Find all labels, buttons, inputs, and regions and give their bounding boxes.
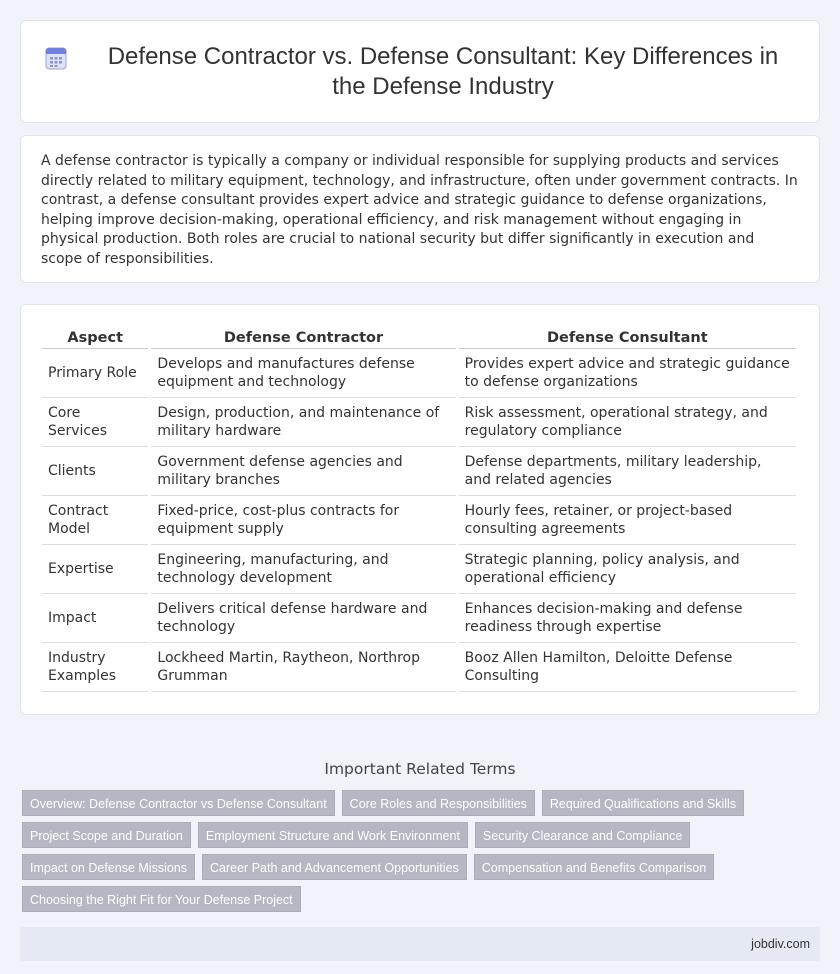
table-row bbox=[42, 349, 796, 398]
related-term-tag[interactable]: Security Clearance and Compliance bbox=[475, 822, 690, 848]
related-terms-list bbox=[22, 790, 820, 918]
table-row bbox=[42, 447, 796, 496]
cell-aspect: Impact bbox=[42, 594, 148, 643]
related-term-tag[interactable]: Choosing the Right Fit for Your Defense Project bbox=[22, 886, 301, 912]
cell-aspect: Primary Role bbox=[42, 349, 148, 398]
intro-paragraph: A defense contractor is typically a company or individual responsible for supplying products and services directly related to military equipment, technology, and infrastructure, often under government contracts. In contrast, a defense consultant provides expert advice and strategic guidance to defense organizations, helping improve decision-making, operational efficiency, and risk management without engaging in physical production. Both roles are crucial to national security but differ significantly in execution and scope of responsibilities. bbox=[41, 153, 798, 267]
cell-consultant: Booz Allen Hamilton, Deloitte Defense Consulting bbox=[459, 643, 796, 692]
column-header-contractor: Defense Contractor bbox=[151, 325, 455, 349]
cell-aspect: Core Services bbox=[42, 398, 148, 447]
cell-contractor: Government defense agencies and military branches bbox=[151, 447, 455, 496]
cell-consultant: Risk assessment, operational strategy, and regulatory compliance bbox=[459, 398, 796, 447]
related-term-tag[interactable]: Career Path and Advancement Opportunities bbox=[202, 854, 467, 880]
table-row bbox=[42, 496, 796, 545]
cell-aspect: Clients bbox=[42, 447, 148, 496]
document-table-icon bbox=[43, 45, 69, 71]
cell-consultant: Strategic planning, policy analysis, and operational efficiency bbox=[459, 545, 796, 594]
comparison-table bbox=[39, 325, 799, 692]
cell-consultant: Defense departments, military leadership, and related agencies bbox=[459, 447, 796, 496]
cell-aspect: Industry Examples bbox=[42, 643, 148, 692]
related-term-tag[interactable]: Compensation and Benefits Comparison bbox=[474, 854, 714, 880]
column-header-aspect: Aspect bbox=[42, 325, 148, 349]
table-row bbox=[42, 594, 796, 643]
intro-card bbox=[20, 135, 820, 283]
cell-aspect: Expertise bbox=[42, 545, 148, 594]
cell-contractor: Delivers critical defense hardware and technology bbox=[151, 594, 455, 643]
table-row bbox=[42, 545, 796, 594]
cell-consultant: Hourly fees, retainer, or project-based consulting agreements bbox=[459, 496, 796, 545]
cell-contractor: Develops and manufactures defense equipment and technology bbox=[151, 349, 455, 398]
cell-contractor: Fixed-price, cost-plus contracts for equipment supply bbox=[151, 496, 455, 545]
cell-contractor: Lockheed Martin, Raytheon, Northrop Grumman bbox=[151, 643, 455, 692]
cell-consultant: Provides expert advice and strategic guidance to defense organizations bbox=[459, 349, 796, 398]
related-term-tag[interactable]: Core Roles and Responsibilities bbox=[342, 790, 535, 816]
cell-contractor: Engineering, manufacturing, and technology development bbox=[151, 545, 455, 594]
cell-consultant: Enhances decision-making and defense readiness through expertise bbox=[459, 594, 796, 643]
related-terms-title: Important Related Terms bbox=[324, 760, 516, 778]
cell-aspect: Contract Model bbox=[42, 496, 148, 545]
table-row bbox=[42, 643, 796, 692]
cell-contractor: Design, production, and maintenance of military hardware bbox=[151, 398, 455, 447]
header-card bbox=[20, 20, 820, 123]
related-term-tag[interactable]: Project Scope and Duration bbox=[22, 822, 191, 848]
comparison-card bbox=[20, 304, 820, 715]
column-header-consultant: Defense Consultant bbox=[459, 325, 796, 349]
related-term-tag[interactable]: Required Qualifications and Skills bbox=[542, 790, 744, 816]
table-row bbox=[42, 398, 796, 447]
footer-site-link[interactable]: jobdiv.com bbox=[751, 937, 810, 951]
table-header-row bbox=[42, 325, 796, 349]
footer bbox=[20, 927, 820, 961]
related-term-tag[interactable]: Employment Structure and Work Environment bbox=[198, 822, 468, 848]
related-term-tag[interactable]: Overview: Defense Contractor vs Defense Consultant bbox=[22, 790, 335, 816]
related-term-tag[interactable]: Impact on Defense Missions bbox=[22, 854, 195, 880]
page-title: Defense Contractor vs. Defense Consultant: Key Differences in the Defense Industry bbox=[107, 42, 779, 100]
